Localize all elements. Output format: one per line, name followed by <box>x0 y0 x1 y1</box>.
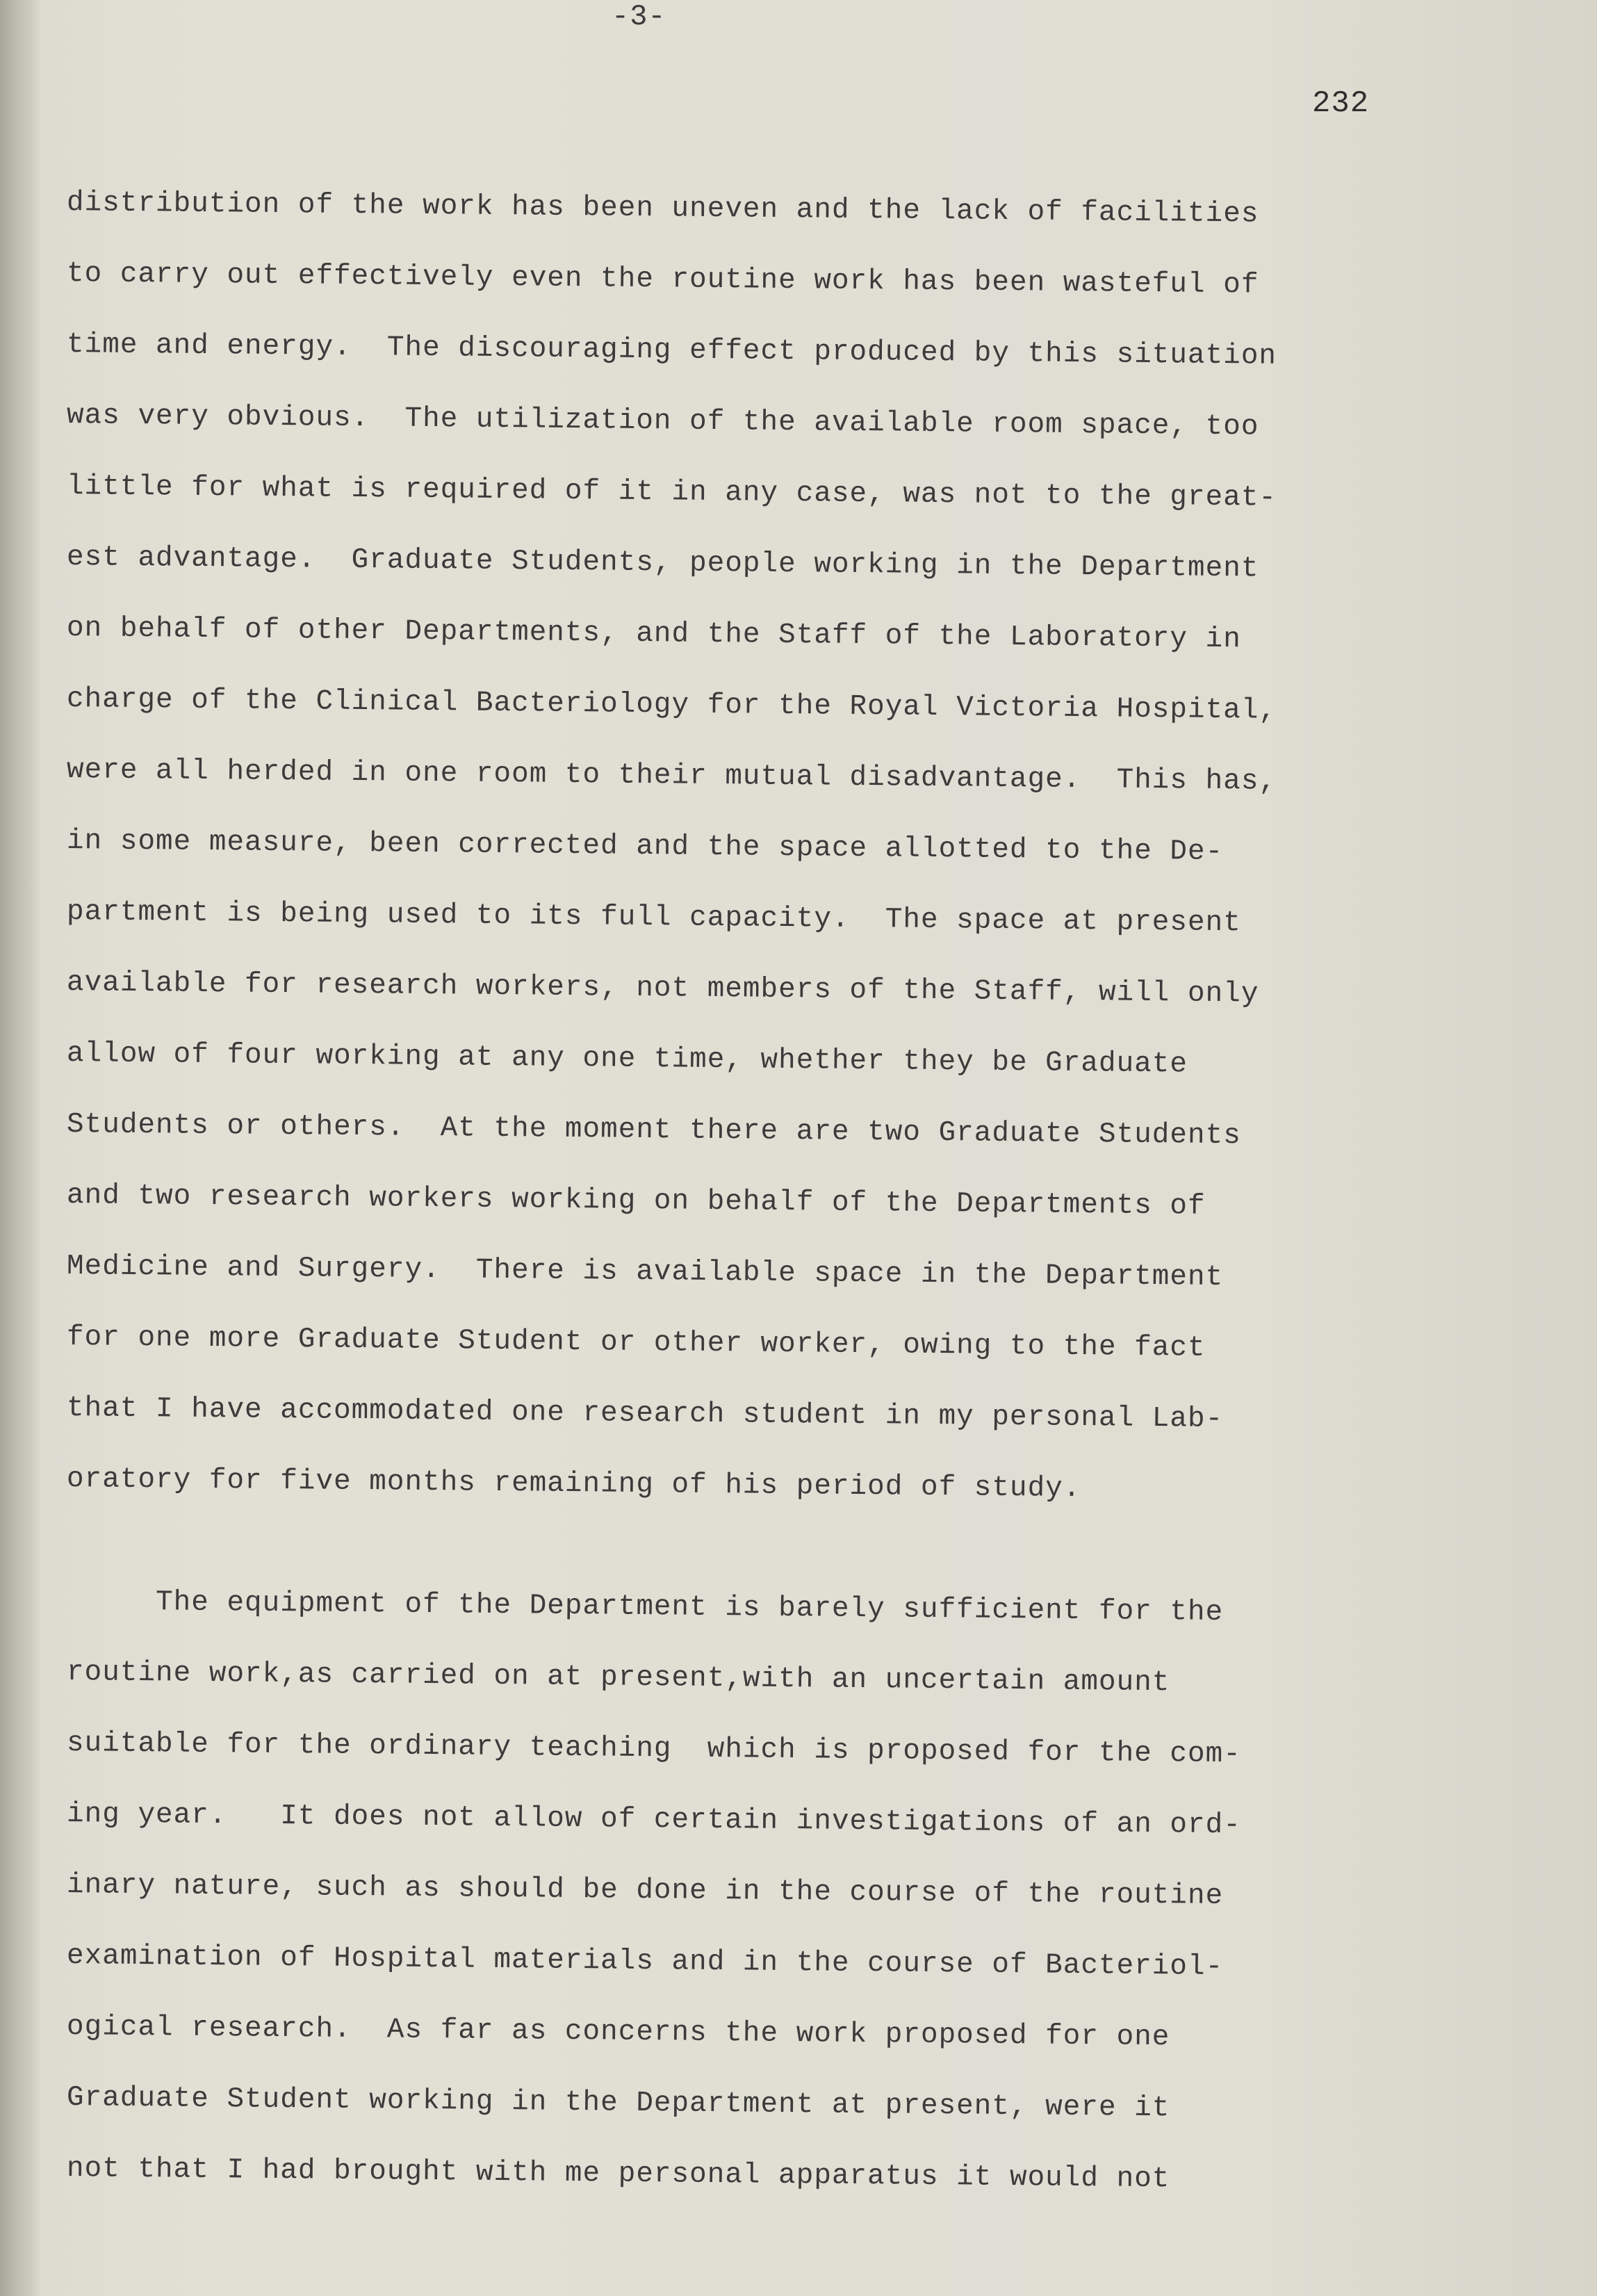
text-line: distribution of the work has been uneven and the lack of facilities <box>66 187 1259 231</box>
text-line: to carry out effectively even the routine work has been wasteful of <box>66 258 1259 302</box>
text-line: ing year. It does not allow of certain investigations of an ord- <box>66 1798 1242 1842</box>
text-line: was very obvious. The utilization of the available room space, too <box>66 400 1259 443</box>
text-line: allow of four working at any one time, whether they be Graduate <box>66 1038 1188 1081</box>
text-line: for one more Graduate Student or other worker, owing to the fact <box>66 1321 1206 1365</box>
text-line: Graduate Student working in the Department at present, were it <box>66 2082 1170 2125</box>
text-line: partment is being used to its full capacity. The space at present <box>66 896 1242 940</box>
text-line: in some measure, been corrected and the space allotted to the De- <box>66 825 1224 868</box>
text-line: ogical research. As far as concerns the work proposed for one <box>66 2011 1170 2054</box>
binding-shadow <box>0 0 42 2296</box>
text-line: and two research workers working on behalf of the Departments of <box>66 1180 1206 1223</box>
text-line: suitable for the ordinary teaching which is proposed for the com- <box>66 1727 1242 1771</box>
text-line: Medicine and Surgery. There is available space in the Department <box>66 1251 1224 1294</box>
text-line: est advantage. Graduate Students, people working in the Department <box>66 542 1259 585</box>
text-line: charge of the Clinical Bacteriology for the Royal Victoria Hospital, <box>66 683 1277 727</box>
text-line: little for what is required of it in any case, was not to the great- <box>66 471 1277 514</box>
folio-number: 232 <box>1312 86 1370 121</box>
text-line: inary nature, such as should be done in the course of the routine <box>66 1869 1224 1912</box>
text-line: Students or others. At the moment there are two Graduate Students <box>66 1109 1242 1153</box>
text-line: time and energy. The discouraging effect produced by this situation <box>66 329 1277 373</box>
text-line: on behalf of other Departments, and the Staff of the Laboratory in <box>66 612 1242 656</box>
text-line: oratory for five months remaining of his period of study. <box>66 1463 1081 1506</box>
text-line: available for research workers, not members of the Staff, will only <box>66 967 1259 1011</box>
page-marker: -3- <box>612 0 666 33</box>
text-line: The equipment of the Department is barely sufficient for the <box>66 1586 1224 1629</box>
text-line: routine work,as carried on at present,with an uncertain amount <box>66 1656 1170 1700</box>
text-line: that I have accommodated one research student in my personal Lab- <box>66 1392 1224 1435</box>
text-line: examination of Hospital materials and in the course of Bacteriol- <box>66 1940 1224 1983</box>
text-line: not that I had brought with me personal apparatus it would not <box>66 2153 1170 2196</box>
text-line: were all herded in one room to their mutual disadvantage. This has, <box>66 754 1277 798</box>
